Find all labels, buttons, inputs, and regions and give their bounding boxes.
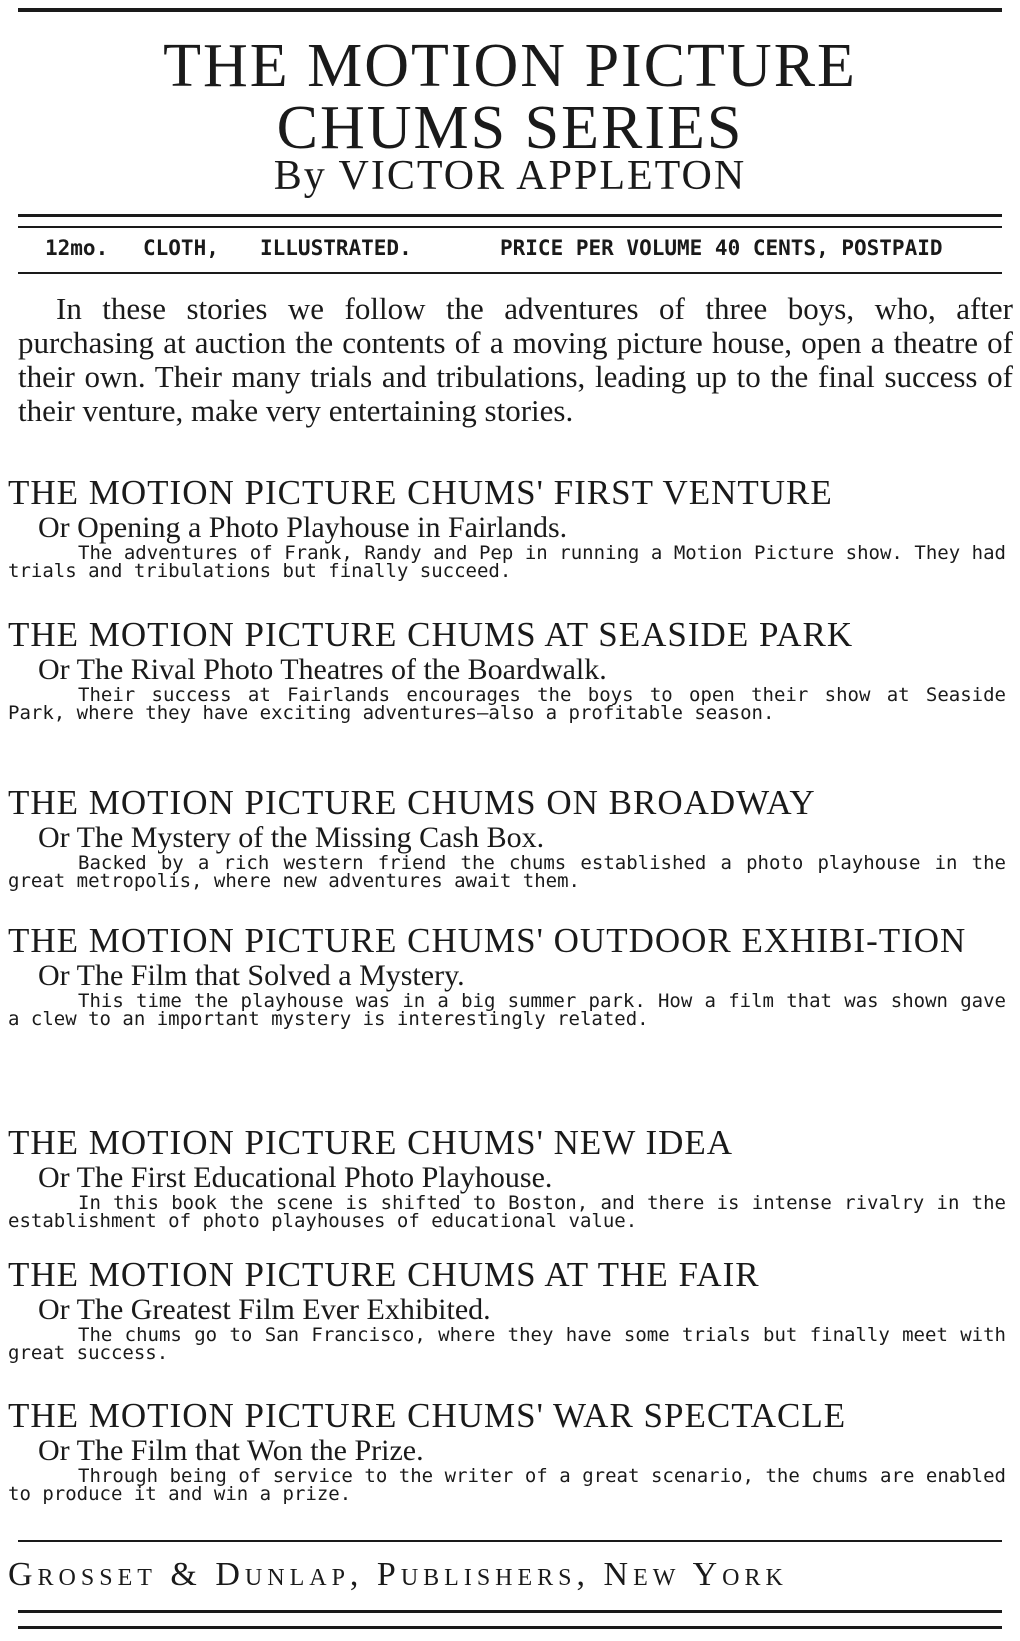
series-title-line2: CHUMS SERIES bbox=[276, 94, 744, 162]
book-subtitle: Or The Film that Solved a Mystery. bbox=[38, 959, 465, 992]
series-description: In these stories we follow the adventures of three boys, who, after purchasing at auction the contents of a moving picture house, open a theatre of their own. Their many trials and tribulations, leading up to the final success of their venture, make very entertaining stories. bbox=[18, 291, 1013, 428]
book-description: Backed by a rich western friend the chums established a photo playhouse in the great metropolis, where new adventures await them. bbox=[8, 852, 1006, 892]
book-subtitle: Or Opening a Photo Playhouse in Fairlands. bbox=[38, 511, 568, 544]
book-entry bbox=[8, 1398, 1012, 1503]
book-title: THE MOTION PICTURE CHUMS' WAR SPECTACLE bbox=[8, 1396, 847, 1435]
specs-price: PRICE PER VOLUME 40 CENTS, POSTPAID bbox=[500, 236, 943, 260]
bottom-border bbox=[18, 1626, 1002, 1629]
book-title: THE MOTION PICTURE CHUMS' NEW IDEA bbox=[8, 1123, 734, 1162]
top-border bbox=[18, 8, 1002, 12]
book-description: Through being of service to the writer of a great scenario, the chums are enabled to produce it and win a prize. bbox=[8, 1465, 1006, 1505]
specs-rule-bottom bbox=[18, 272, 1002, 274]
publisher-imprint: Grosset & Dunlap, Publishers, New York bbox=[8, 1556, 788, 1593]
book-subtitle: Or The Film that Won the Prize. bbox=[38, 1434, 424, 1467]
book-description: The adventures of Frank, Randy and Pep in running a Motion Picture show. They had trials and tribulations but finally succeed. bbox=[8, 542, 1006, 582]
book-entry bbox=[8, 785, 1012, 890]
book-entry bbox=[8, 923, 1012, 1028]
publisher-rule-bottom bbox=[18, 1610, 1002, 1613]
book-subtitle: Or The Greatest Film Ever Exhibited. bbox=[38, 1293, 491, 1326]
specs-size: 12mo. bbox=[45, 236, 109, 260]
book-entry bbox=[8, 617, 1012, 722]
book-entry bbox=[8, 1125, 1012, 1230]
book-description: The chums go to San Francisco, where they have some trials but finally meet with great success. bbox=[8, 1324, 1006, 1364]
book-title: THE MOTION PICTURE CHUMS AT SEASIDE PARK bbox=[8, 615, 854, 654]
book-subtitle: Or The First Educational Photo Playhouse. bbox=[38, 1161, 553, 1194]
specs-binding: CLOTH, bbox=[143, 236, 219, 260]
book-description: This time the playhouse was in a big summer park. How a film that was shown gave a clew to an important mystery is interestingly related. bbox=[8, 990, 1006, 1030]
header-divider bbox=[18, 214, 1002, 217]
book-subtitle: Or The Rival Photo Theatres of the Boardwalk. bbox=[38, 653, 607, 686]
book-description: Their success at Fairlands encourages the boys to open their show at Seaside Park, where they have exciting adventures—also a profitable season. bbox=[8, 684, 1006, 724]
book-description: In this book the scene is shifted to Boston, and there is intense rivalry in the establishment of photo playhouses of educational value. bbox=[8, 1192, 1006, 1232]
book-title: THE MOTION PICTURE CHUMS AT THE FAIR bbox=[8, 1255, 760, 1294]
series-title-line1: THE MOTION PICTURE bbox=[163, 32, 857, 100]
book-entry bbox=[8, 1257, 1012, 1362]
specs-line bbox=[45, 236, 995, 266]
book-title: THE MOTION PICTURE CHUMS' OUTDOOR EXHIBI-TION bbox=[8, 921, 967, 960]
author-byline: By VICTOR APPLETON bbox=[273, 153, 747, 199]
book-title: THE MOTION PICTURE CHUMS ON BROADWAY bbox=[8, 783, 816, 822]
specs-illustrated: ILLUSTRATED. bbox=[260, 236, 412, 260]
specs-rule-top bbox=[18, 226, 1002, 228]
book-title: THE MOTION PICTURE CHUMS' FIRST VENTURE bbox=[8, 473, 833, 512]
book-entry bbox=[8, 475, 1012, 580]
book-subtitle: Or The Mystery of the Missing Cash Box. bbox=[38, 821, 545, 854]
publisher-rule-top bbox=[18, 1540, 1002, 1542]
